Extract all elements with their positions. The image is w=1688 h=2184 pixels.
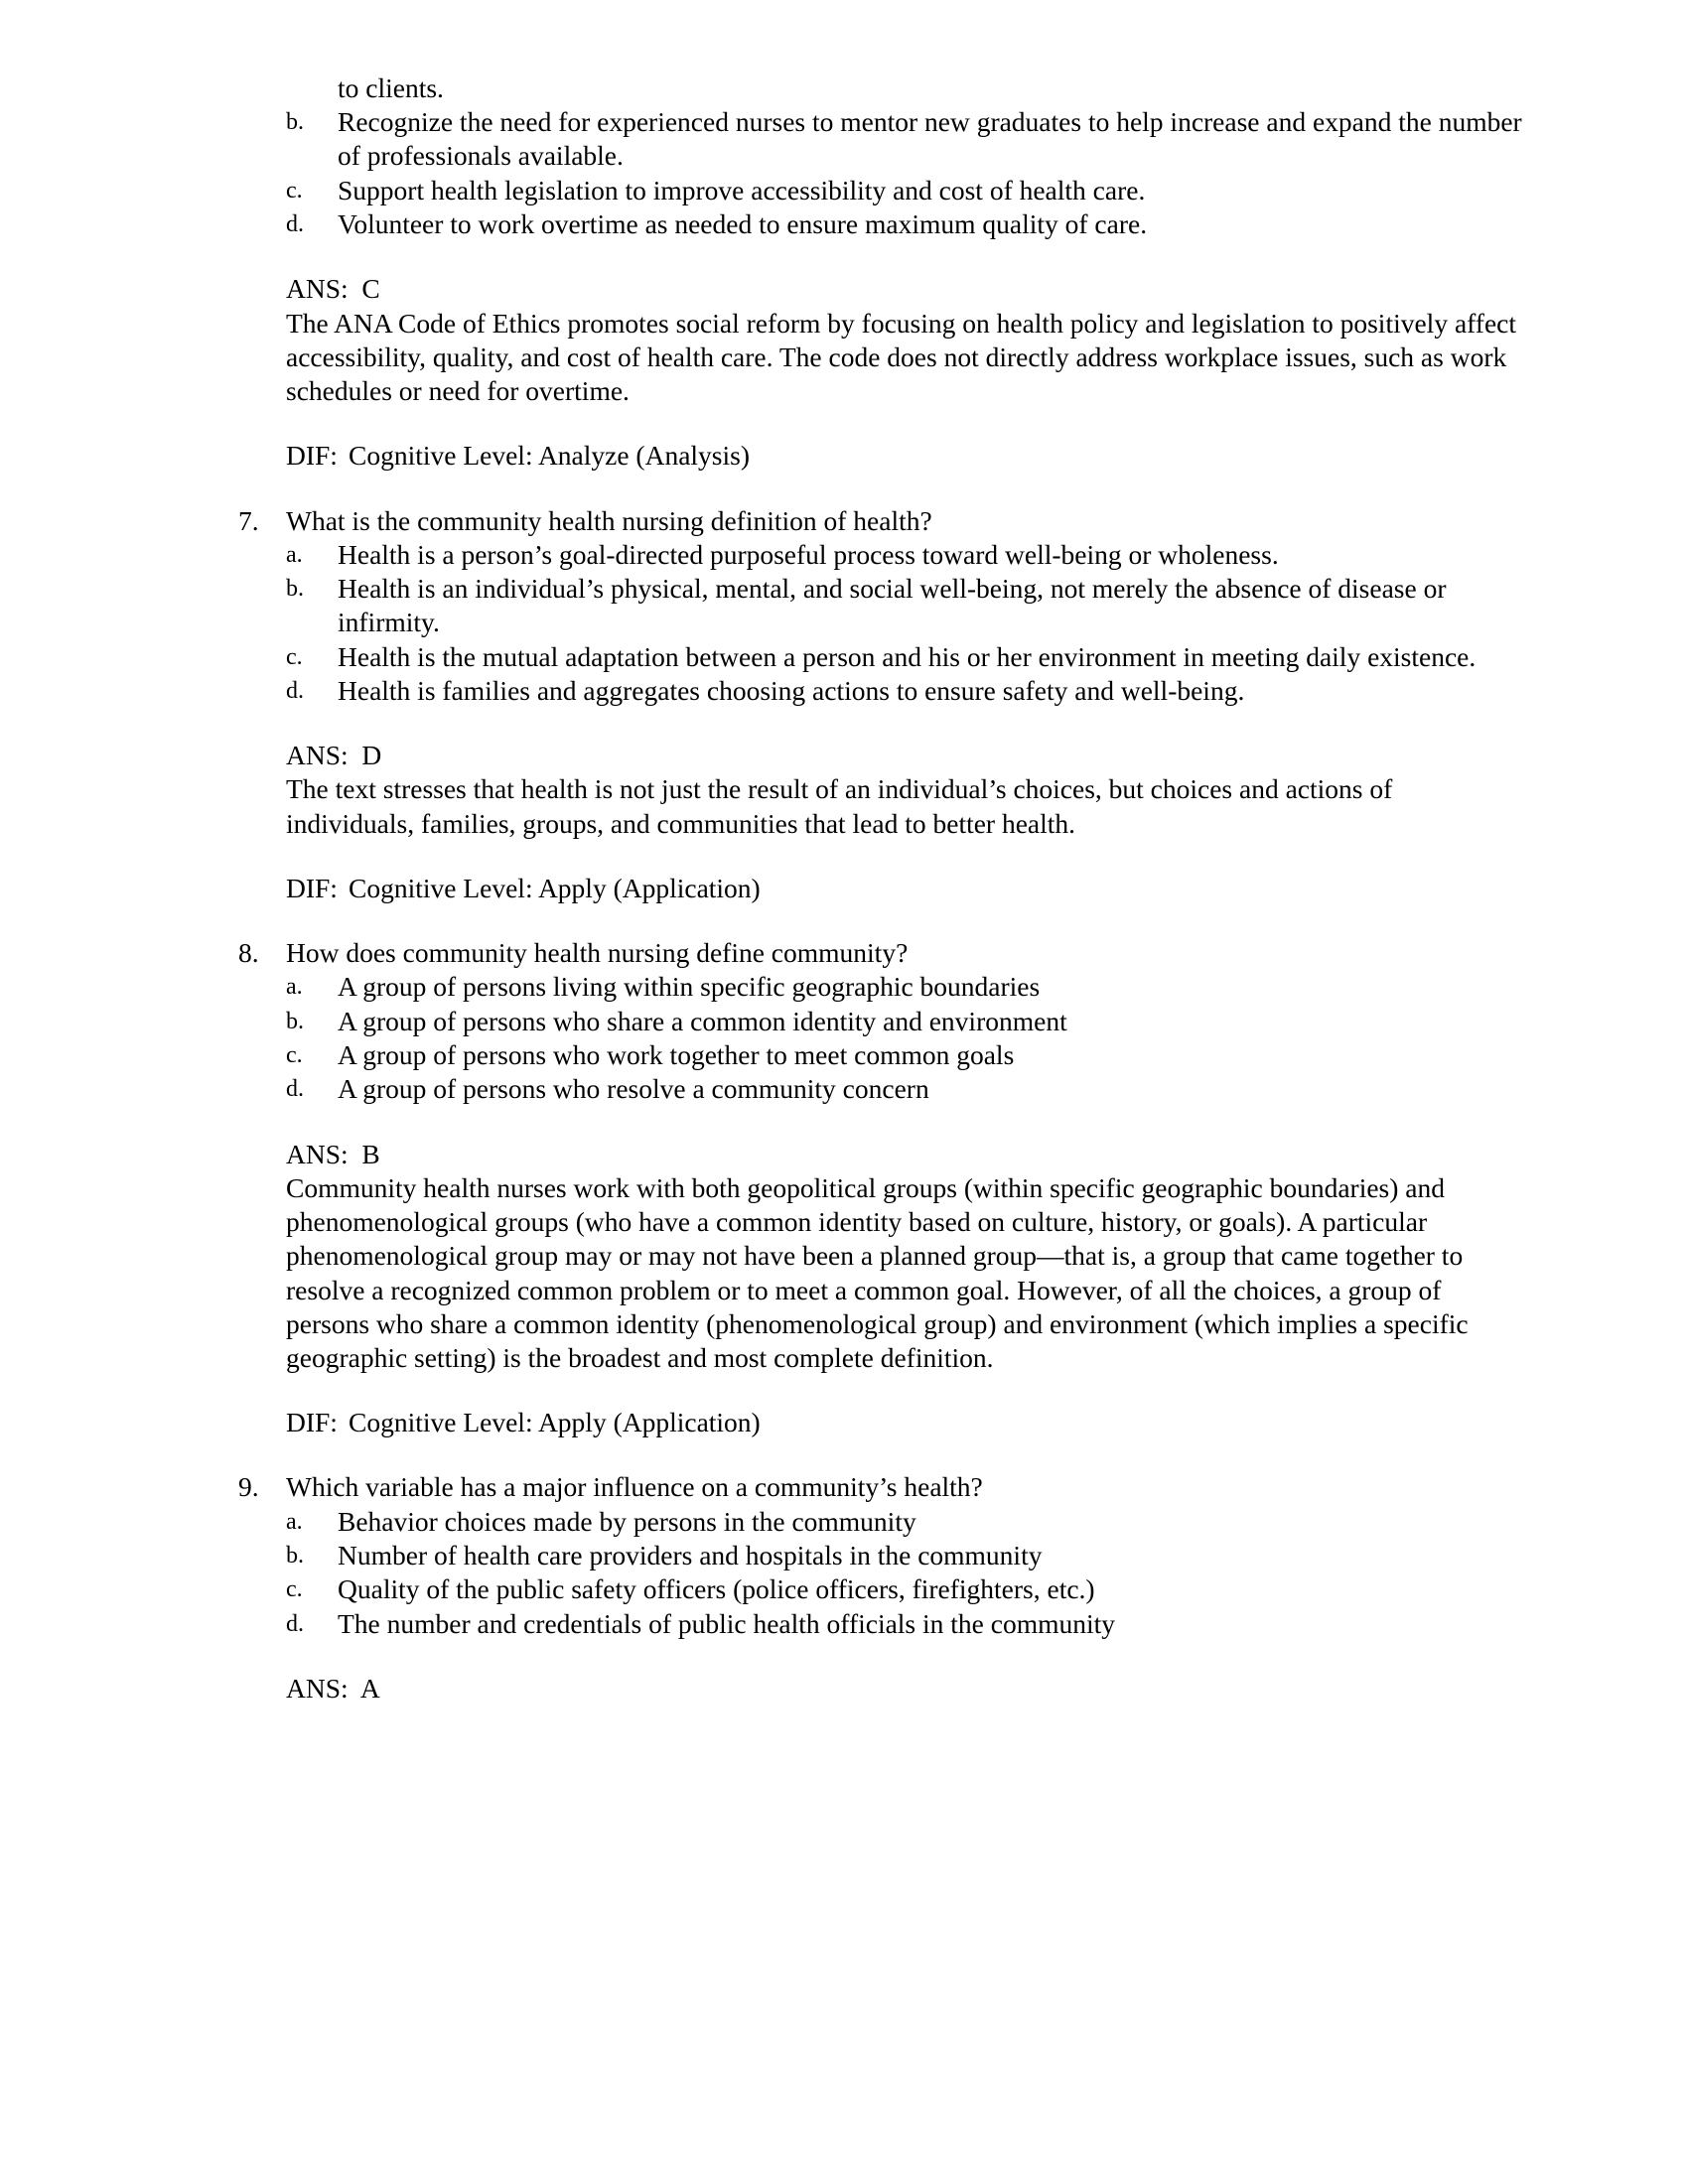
list-item[interactable] xyxy=(286,1572,1524,1606)
options-list-question-9 xyxy=(238,1505,1524,1641)
options-list-question-6 xyxy=(238,105,1524,241)
dif-metadata-line xyxy=(286,872,1524,905)
option-text: A group of persons who work together to meet common goals xyxy=(338,1038,1015,1070)
dif-metadata-line xyxy=(286,1406,1524,1439)
list-item[interactable] xyxy=(286,1072,1524,1106)
option-letter: c. xyxy=(286,1576,303,1603)
vertical-spacer xyxy=(238,408,1524,439)
option-letter: d. xyxy=(286,211,304,238)
option-letter: a. xyxy=(286,1508,303,1535)
option-letter: c. xyxy=(286,1041,303,1068)
dif-metadata-line xyxy=(286,439,1524,473)
answer-value: D xyxy=(361,740,382,771)
rationale-text: The text stresses that health is not just the result of an individual’s choices, but choices and actions of individuals, families, groups, and communities that lead to better health. xyxy=(286,773,1393,839)
option-letter: b. xyxy=(286,576,304,603)
option-letter: d. xyxy=(286,1076,304,1103)
option-text: Volunteer to work overtime as needed to ensure maximum quality of care. xyxy=(338,208,1148,240)
answer-line xyxy=(286,272,1524,306)
option-text: A group of persons living within specific geographic boundaries xyxy=(338,971,1041,1003)
list-item[interactable] xyxy=(286,1505,1524,1539)
question-number: 9. xyxy=(238,1471,259,1503)
option-text: Health is families and aggregates choosing actions to ensure safety and well-being. xyxy=(338,674,1245,706)
options-list-question-7 xyxy=(238,538,1524,708)
answer-line xyxy=(286,739,1524,772)
option-text: A group of persons who share a common identity and environment xyxy=(338,1005,1067,1036)
answer-line xyxy=(286,1138,1524,1171)
option-text: Behavior choices made by persons in the community xyxy=(338,1505,916,1537)
option-text: Quality of the public safety officers (police officers, firefighters, etc.) xyxy=(338,1573,1095,1605)
list-item[interactable] xyxy=(286,1005,1524,1038)
option-letter: c. xyxy=(286,177,303,204)
dif-label: DIF: xyxy=(286,872,338,903)
vertical-spacer xyxy=(238,841,1524,872)
option-letter: d. xyxy=(286,677,304,704)
vertical-spacer xyxy=(238,905,1524,936)
question-number: 7. xyxy=(238,504,259,536)
answer-label: ANS: xyxy=(286,740,349,771)
question-heading xyxy=(238,504,1524,538)
list-item[interactable] xyxy=(286,1539,1524,1572)
question-text: Which variable has a major influence on a community’s health? xyxy=(286,1471,983,1503)
list-item[interactable] xyxy=(286,1038,1524,1072)
option-continuation-line: to clients. xyxy=(338,72,444,103)
option-text: Health is the mutual adaptation between a person and his or her environment in meeting daily existence. xyxy=(338,640,1477,672)
answer-label: ANS: xyxy=(286,1138,349,1169)
question-block-9 xyxy=(238,1470,1524,1706)
answer-value: C xyxy=(361,273,380,305)
option-letter: c. xyxy=(286,643,303,670)
list-item[interactable] xyxy=(286,572,1524,639)
list-item[interactable] xyxy=(286,174,1524,207)
question-block-7 xyxy=(238,504,1524,906)
dif-label: DIF: xyxy=(286,440,338,472)
question-text: What is the community health nursing definition of health? xyxy=(286,504,932,536)
dif-value: Cognitive Level: Apply (Application) xyxy=(349,1407,761,1438)
question-block-8 xyxy=(238,936,1524,1439)
dif-value: Cognitive Level: Apply (Application) xyxy=(349,872,761,903)
option-text: The number and credentials of public health officials in the community xyxy=(338,1607,1116,1639)
question-text: How does community health nursing define community? xyxy=(286,937,909,969)
option-letter: a. xyxy=(286,974,303,1001)
document-body xyxy=(238,71,1524,1706)
option-letter: a. xyxy=(286,541,303,568)
list-item[interactable] xyxy=(286,640,1524,674)
vertical-spacer xyxy=(238,1107,1524,1138)
option-letter: b. xyxy=(286,1542,304,1569)
list-item[interactable] xyxy=(286,674,1524,708)
option-letter: b. xyxy=(286,109,304,136)
answer-line xyxy=(286,1672,1524,1706)
vertical-spacer xyxy=(238,708,1524,739)
options-list-question-8 xyxy=(238,970,1524,1106)
vertical-spacer xyxy=(238,1439,1524,1470)
option-letter: b. xyxy=(286,1008,304,1034)
list-item[interactable] xyxy=(286,538,1524,572)
question-heading xyxy=(238,1470,1524,1504)
option-text: Number of health care providers and hospitals in the community xyxy=(338,1539,1043,1570)
vertical-spacer xyxy=(238,241,1524,272)
option-text: A group of persons who resolve a community concern xyxy=(338,1073,929,1105)
rationale-text: The ANA Code of Ethics promotes social reform by focusing on health policy and legislation to positively affect accessibility, quality, and cost of health care. The code does not directly address workplace issues, such as work schedules or need for overtime. xyxy=(286,307,1517,407)
vertical-spacer xyxy=(238,474,1524,504)
option-text: Health is an individual’s physical, mental, and social well-being, not merely the absence of disease or infirmity. xyxy=(338,573,1447,638)
option-letter: d. xyxy=(286,1610,304,1637)
vertical-spacer xyxy=(238,1375,1524,1406)
list-item[interactable] xyxy=(286,970,1524,1004)
vertical-spacer xyxy=(238,1641,1524,1672)
list-item[interactable] xyxy=(286,1607,1524,1641)
option-text: Support health legislation to improve accessibility and cost of health care. xyxy=(338,174,1146,205)
dif-label: DIF: xyxy=(286,1407,338,1438)
dif-value: Cognitive Level: Analyze (Analysis) xyxy=(349,440,751,472)
answer-value: B xyxy=(361,1138,380,1169)
answer-label: ANS: xyxy=(286,273,349,305)
question-heading xyxy=(238,936,1524,970)
option-text: Health is a person’s goal-directed purposeful process toward well-being or wholeness. xyxy=(338,538,1279,570)
list-item[interactable] xyxy=(286,207,1524,241)
answer-value: A xyxy=(359,1672,380,1704)
list-item[interactable] xyxy=(286,105,1524,173)
answer-label: ANS: xyxy=(286,1672,349,1704)
question-number: 8. xyxy=(238,937,259,969)
option-text: Recognize the need for experienced nurses to mentor new graduates to help increase and expand the number of professionals available. xyxy=(338,106,1522,172)
rationale-text: Community health nurses work with both geopolitical groups (within specific geographic boundaries) and phenomenological groups (who have a common identity based on culture, history, or goals). A particular phenomenological group may or may not have been a planned group—that is, a group that came together to resolve a recognized common problem or to meet a common goal. However, of all the choices, a group of persons who share a common identity (phenomenological group) and environment (which implies a specific geographic setting) is the broadest and most complete definition. xyxy=(286,1171,1469,1373)
